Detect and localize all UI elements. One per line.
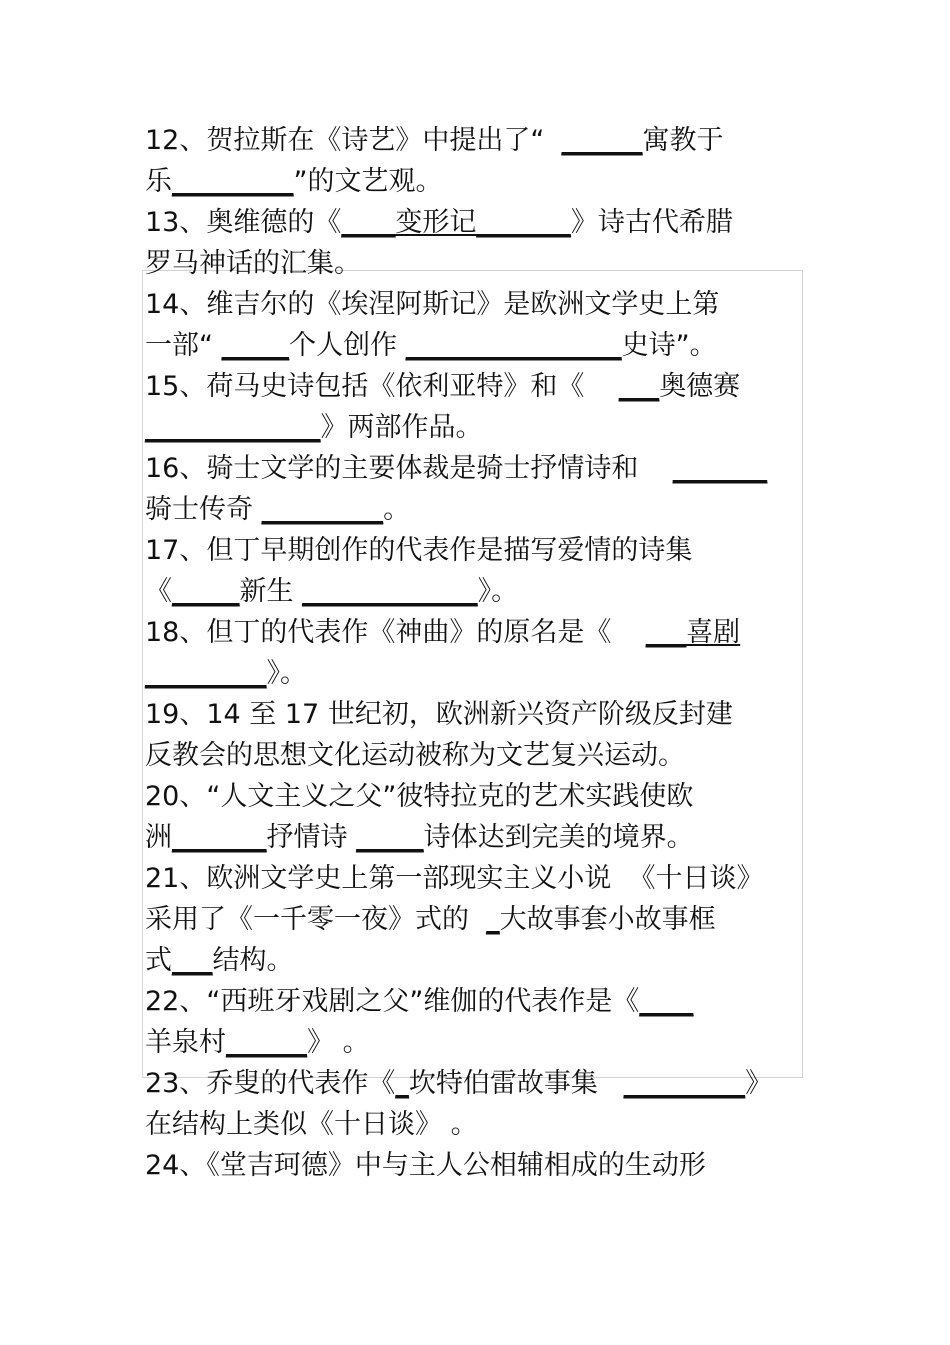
question-text: 寓教于 [642,125,724,156]
question-text: 反教会的思想文化运动被称为文艺复兴运动。 [145,740,685,771]
question-text: 24、《堂吉珂德》中与主人公相辅相成的生动形 [145,1150,706,1181]
question-line [145,694,815,735]
question-line [145,448,815,489]
answer-blank: _____ [221,330,290,361]
question-text: 羊泉村 [145,1027,226,1058]
question-text: 在结构上类似《十日谈》 。 [145,1109,478,1140]
question-line [145,612,815,653]
question-line [145,858,815,899]
question-text: 坎特伯雷故事集 [408,1068,624,1099]
question-text: 》 [745,1068,773,1099]
answer-blank: _______ [672,453,768,484]
question-line [145,1145,815,1186]
question-line [145,325,815,366]
question-text: 洲 [145,822,172,853]
question-text: 大故事套小故事框 [499,904,716,935]
question-text: 一部“ [145,330,222,361]
question-text: 16、骑士文学的主要体裁是骑士抒情诗和 [145,453,673,484]
answer-blank: _________ [261,494,384,525]
answer-blank: _________ [623,1068,746,1099]
question-item [145,981,815,1063]
question-text: 骑士传奇 [145,494,262,525]
question-text: ”的文艺观。 [293,166,443,197]
answer-blank: ____变形记_______ [341,207,571,238]
question-item [145,366,815,448]
question-text: 23、乔叟的代表作《 [145,1068,396,1099]
question-line [145,120,815,161]
question-text: 12、贺拉斯在《诗艺》中提出了“ [145,125,562,156]
question-line [145,489,815,530]
question-text: 22、“西班牙戏剧之父”维伽的代表作是《 [145,986,640,1017]
question-item [145,448,815,530]
question-line [145,981,815,1022]
question-text: 个人创作 [289,330,406,361]
question-item [145,776,815,858]
question-line [145,571,815,612]
answer-blank: _____ [356,822,424,853]
question-line [145,899,815,940]
question-text: 》。 [477,576,519,607]
question-text: 15、荷马史诗包括《依利亚特》和《 [145,371,619,402]
answer-blank: ___ [618,371,660,402]
question-text: 诗体达到完美的境界。 [423,822,694,853]
question-text: 》两部作品。 [320,412,483,443]
question-text: 》。 [266,658,307,689]
question-line [145,202,815,243]
question-text: 史诗”。 [621,330,717,361]
answer-blank: ________________ [405,330,622,361]
answer-blank: ______ [226,1027,307,1058]
answer-blank: ___ [172,945,213,976]
question-text: 《 [145,576,172,607]
question-text: 13、奥维德的《 [145,207,342,238]
question-text: 新生 [239,576,303,607]
question-text: 罗马神话的汇集。 [145,248,361,279]
question-text: 21、欧洲文学史上第一部现实主义小说 《十日谈》 [145,863,764,894]
question-text: 17、但丁早期创作的代表作是描写爱情的诗集 [145,535,693,566]
answer-blank: _____ [172,576,240,607]
question-item [145,858,815,981]
answer-blank: ______ [561,125,643,156]
answer-blank: ____ [639,986,694,1017]
question-line [145,530,815,571]
question-text: 》 。 [307,1027,370,1058]
question-text: 20、“人文主义之父”彼特拉克的艺术实践使欧 [145,781,694,812]
question-item [145,202,815,284]
question-text: 18、但丁的代表作《神曲》的原名是《 [145,617,646,648]
question-item [145,530,815,612]
answer-blank: _____________ [302,576,478,607]
question-text: 结构。 [212,945,294,976]
question-text: 式 [145,945,172,976]
answer-blank: _________ [145,658,267,689]
question-line [145,243,815,284]
question-line [145,284,815,325]
answer-blank: _ [486,904,500,935]
question-line [145,161,815,202]
question-item [145,694,815,776]
question-text: 奥德赛 [659,371,741,402]
question-line [145,653,815,694]
question-item [145,1145,815,1186]
question-text: 19、14 至 17 世纪初，欧洲新兴资产阶级反封建 [145,699,733,730]
question-text: 14、维吉尔的《埃涅阿斯记》是欧洲文学史上第 [145,289,720,320]
question-text: 》诗古代希腊 [570,207,733,238]
question-text: 。 [383,494,411,525]
quiz-content [145,120,815,1186]
question-item [145,612,815,694]
question-text: 抒情诗 [266,822,357,853]
question-line [145,735,815,776]
question-line [145,776,815,817]
question-line [145,1104,815,1145]
question-item [145,1063,815,1145]
question-line [145,1063,815,1104]
answer-blank: _______ [172,822,267,853]
question-item [145,284,815,366]
question-line [145,407,815,448]
question-line [145,366,815,407]
question-line [145,940,815,981]
answer-blank: _____________ [145,412,321,443]
answer-blank: ___喜剧 [645,617,741,648]
answer-blank: _________ [172,166,294,197]
question-line [145,1022,815,1063]
question-item [145,120,815,202]
question-text: 乐 [145,166,172,197]
answer-blank: _ [395,1068,409,1099]
question-line [145,817,815,858]
question-text: 采用了《一千零一夜》式的 [145,904,487,935]
